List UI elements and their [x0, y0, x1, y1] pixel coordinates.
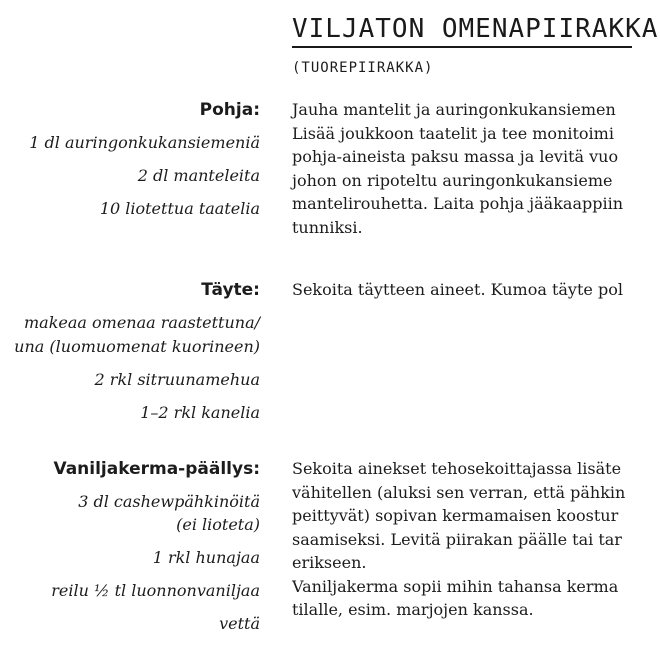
- instruction-line: erikseen.: [292, 553, 367, 572]
- title-underline: [292, 46, 632, 48]
- pohja-heading: Pohja:: [199, 100, 260, 120]
- instruction-line: Lisää joukkoon taatelit ja tee monitoimi: [292, 123, 614, 143]
- pohja-ingredient: 10 liotettua taatelia: [99, 199, 260, 218]
- vaniljakerma-ingredient: vettä: [219, 614, 260, 633]
- pohja-instructions: [292, 98, 623, 239]
- instruction-line: johon on ripoteltu auringonkukansieme: [292, 170, 613, 190]
- tayte-ingredient: 2 rkl sitruunamehua: [94, 370, 260, 389]
- recipe-title: VILJATON OMENAPIIRAKKA: [292, 14, 659, 44]
- instruction-line: Jauha mantelit ja auringonkukansiemen: [292, 100, 616, 119]
- tayte-ingredient: makeaa omenaa raastettuna/: [23, 313, 260, 332]
- tayte-ingredient: 1–2 rkl kanelia: [140, 403, 260, 422]
- instruction-line: Sekoita täytteen aineet. Kumoa täyte pol: [292, 280, 623, 299]
- vaniljakerma-instructions: [292, 457, 625, 622]
- instruction-line: saamiseksi. Levitä piirakan päälle tai tar: [292, 529, 622, 549]
- instruction-line: vähitellen (aluksi sen verran, että pähkin: [292, 482, 626, 502]
- vaniljakerma-ingredient: 1 rkl hunajaa: [152, 548, 260, 567]
- instruction-line: Sekoita ainekset tehosekoittajassa lisäte: [292, 459, 622, 478]
- recipe-subtitle: (TUOREPIIRAKKA): [292, 60, 434, 76]
- instruction-line: tunniksi.: [292, 217, 363, 237]
- vaniljakerma-heading: Vaniljakerma-päällys:: [53, 459, 260, 479]
- instruction-line: mantelirouhetta. Laita pohja jääkaappiin: [292, 194, 624, 213]
- instruction-line: tilalle, esim. marjojen kanssa.: [292, 600, 534, 619]
- pohja-ingredient: 1 dl auringonkukansiemeniä: [29, 133, 260, 152]
- instruction-line: pohja-aineista paksu massa ja levitä vuo: [292, 147, 619, 166]
- tayte-heading: Täyte:: [201, 280, 260, 300]
- tayte-ingredient: una (luomuomenat kuorineen): [14, 337, 260, 356]
- vaniljakerma-ingredient: reilu ½ tl luonnonvaniljaa: [51, 581, 260, 600]
- vaniljakerma-ingredient: 3 dl cashewpähkinöitä: [78, 492, 260, 511]
- instruction-line: peittyvät) sopivan kermamaisen koostur: [292, 506, 619, 525]
- instruction-line: Vaniljakerma sopii mihin tahansa kerma: [292, 576, 619, 596]
- tayte-instructions: [292, 278, 623, 302]
- pohja-ingredient: 2 dl manteleita: [137, 166, 260, 185]
- vaniljakerma-ingredient: (ei lioteta): [176, 515, 260, 534]
